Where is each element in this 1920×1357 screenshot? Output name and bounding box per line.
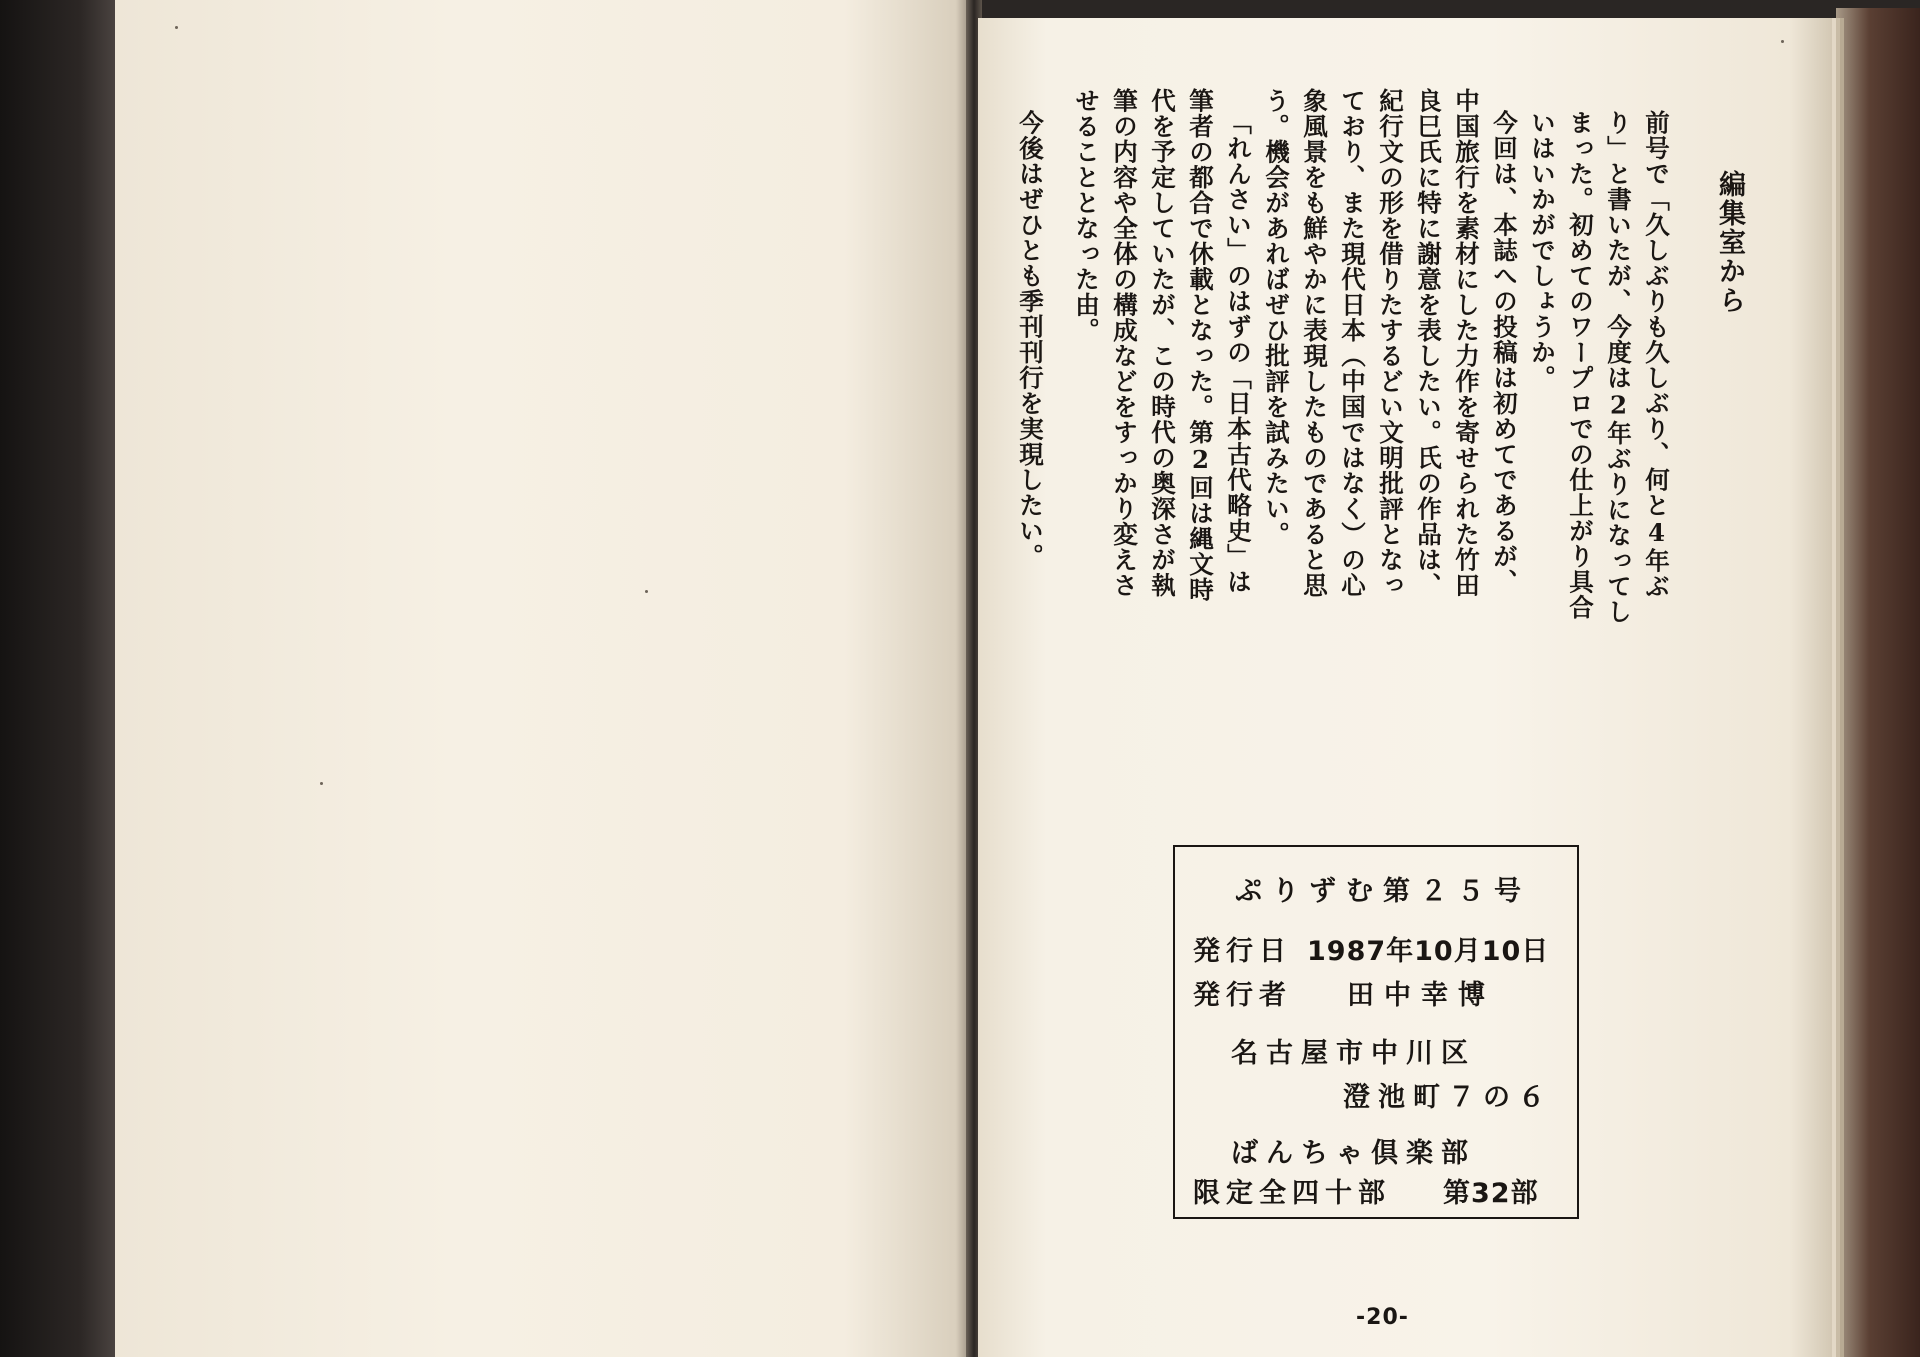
paper-speck [645,590,648,593]
publisher-label: 発行者 [1193,980,1292,1011]
paper-speck [320,782,323,785]
text-line: り」と書いたが、今度は2年ぶりになってし [1604,110,1633,625]
text-line: 筆の内容や全体の構成などをすっかり変えさ [1110,88,1139,598]
text-line: 前号で「久しぶりも久しぶり、何と4年ぶ [1642,110,1671,599]
book-dark-edge [0,0,115,1357]
address-line-2: 澄池町７の６ [1343,1082,1553,1113]
text-line: 今回は、本誌への投稿は初めてであるが、 [1490,110,1519,595]
paper-speck [175,26,178,29]
text-line: 代を予定していたが、この時代の奥深さが執 [1148,88,1177,598]
text-line: 中国旅行を素材にした力作を寄せられた竹田 [1452,88,1481,598]
colophon-box [1173,845,1579,1219]
text-line: 紀行文の形を借りたするどい文明批評となっ [1376,88,1405,598]
publish-date-label: 発行日 [1193,936,1292,967]
left-blank-page [115,0,973,1357]
text-line: せることとなった由。 [1072,88,1101,343]
text-line: 筆者の都合で休載となった。第2回は縄文時 [1186,88,1215,603]
book-back-cover-edge [1836,8,1920,1357]
paper-speck [1781,40,1784,43]
address-line-1: 名古屋市中川区 [1231,1038,1476,1069]
text-line: 象風景をも鮮やかに表現したものであると思 [1300,88,1329,598]
limited-edition: 限定全四十部 [1193,1178,1391,1209]
publisher-name: 田中幸博 [1347,980,1495,1011]
publish-date-value: 1987年10月10日 [1307,936,1550,967]
text-line: いはいかがでしょうか。 [1528,110,1557,391]
issue-title: ぷりずむ第２５号 [1235,876,1531,907]
page-number: -20- [1356,1305,1409,1330]
text-line: まった。初めてのワープロでの仕上がり具合 [1566,110,1595,620]
club-name: ばんちゃ倶楽部 [1231,1138,1476,1169]
text-line: 今後はぜひとも季刊刊行を実現したい。 [1016,110,1045,569]
text-line: ており、また現代日本（中国ではなく）の心 [1338,88,1367,598]
text-line: う。機会があればぜひ批評を試みたい。 [1262,88,1291,547]
text-line: 「れんさい」のはずの「日本古代略史」は [1224,110,1253,595]
copy-number: 第32部 [1443,1178,1539,1209]
editorial-heading: 編集室から [1714,170,1745,315]
text-line: 良巳氏に特に謝意を表したい。氏の作品は、 [1414,88,1443,598]
